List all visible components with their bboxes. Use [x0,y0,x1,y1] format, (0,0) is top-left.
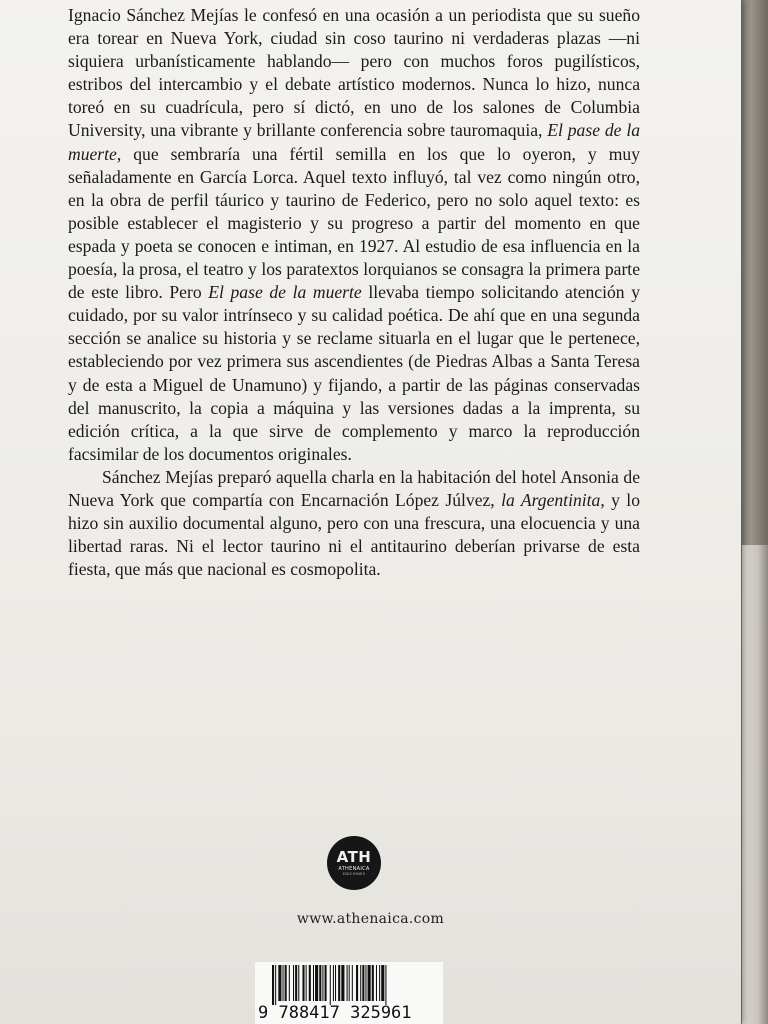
page-edge [742,545,768,1024]
barcode-bar [272,965,274,1005]
barcode-bar [381,965,384,1001]
barcode-bar [356,965,358,1001]
barcode-bar [313,965,314,1001]
barcode-bar [325,965,327,1001]
barcode-bar [330,965,331,1005]
barcode-bar [379,965,380,1001]
publisher-website: www.athenaica.com [296,911,445,927]
barcode-bar [278,965,281,1001]
barcode-bar [295,965,297,1001]
barcode-bar [293,965,294,1001]
blurb-paragraph-1 [68,4,640,466]
blurb-p1-part-3: llevaba tiempo solicitando atención y cuidado, por su valor intrínseco y su calidad poética. De ahí que en una segunda sección se analice su historia y se reclame situarla en el lugar que le pertenece, estableciendo por vez primera sus ascendientes (de Piedras Albas a Santa Teresa y de esta a Miguel de Unamuno) y fijando, a partir de las páginas conservadas del manuscrito, la copia a máquina y las versiones dadas a la imprenta, su edición crítica, a la que sirve de complemento y marco la reproducción facsimilar de los documentos originales. [68,282,641,464]
barcode-bar [338,965,340,1001]
barcode-bar [335,965,336,1001]
blurb-p1-title-2: El pase de la muerte [208,282,362,303]
barcode-bar [275,965,276,1005]
blurb-p2-part-1: Sánchez Mejías preparó aquella charla en la habitación del hotel Ansonia de Nueva York que compartía con Encarnación López Júlvez, [68,466,640,510]
barcode-bar [376,965,377,1001]
isbn-barcode [272,965,438,1005]
barcode-bar [333,965,334,1001]
barcode-bar [298,965,299,1001]
barcode-bar [315,965,318,1001]
publisher-logo [327,836,381,890]
blurb-p2-name: la Argentinita [501,489,601,510]
barcode-bar [360,965,361,1001]
barcode-bar [285,965,287,1001]
blurb-p1-title-1: El pase de la muerte [68,120,641,164]
barcode-bar [309,965,311,1001]
barcode-bar [289,965,290,1001]
isbn-number: 9 788417 325961 [258,1003,412,1023]
publisher-logo-name: ATHENAICA [338,866,370,872]
blurb-p1-part-1: Ignacio Sánchez Mejías le confesó en una ocasión a un periodista que su sueño era torear en Nueva York, ciudad sin coso taurino ni verdaderas plazas —ni siquiera urbanísticamente hablando— pero con muchos foros pugilísticos, estribos del intercambio y el debate artístico modernos. Nunca lo hizo, nunca toreó en su cuadrícula, pero sí dictó, en uno de los salones de Columbia University, una vibrante y brillante conferencia sobre tauromaquia, [68,5,640,141]
barcode-bar [306,965,307,1001]
barcode-bar [322,965,323,1001]
barcode-bar [385,965,386,1005]
barcode-bar [349,965,350,1001]
barcode-bar [341,965,344,1001]
publisher-logo-mark: ATH [336,848,372,866]
publisher-logo-sub: EDICIONES [342,872,366,876]
barcode-bar [347,965,348,1001]
blurb-p1-part-2: , que sembraría una fértil semilla en los que lo oyeron, y muy señaladamente en García Lorca. Aquel texto influyó, tal vez como ningún otro, en la obra de perfil táurico y taurino de Federico, pero no solo aquel texto: es posible establecer el magisterio y su progreso a partir del momento en que espada y poeta se conocen e intiman, en 1927. Al estudio de esa influencia en la poesía, la prosa, el teatro y los paratextos lorquianos se consagra la primera parte de este libro. Pero [68,143,640,303]
barcode-bar [362,965,364,1001]
barcode-bar [372,965,374,1001]
barcode-bar [368,965,371,1001]
barcode-bar [319,965,321,1001]
barcode-bar [365,965,366,1001]
barcode-bar [302,965,304,1001]
barcode-bar [283,965,284,1001]
blurb-paragraph-2 [68,466,640,581]
blurb-p2-part-2: , y lo hizo sin auxilio documental alguno, pero con una frescura, una elocuencia y una libertad raras. Ni el lector taurino ni el antitaurino deberían privarse de esta fiesta, que más que nacional es cosmopolita. [68,489,640,580]
blurb-text [68,4,640,581]
barcode-bar [352,965,353,1001]
